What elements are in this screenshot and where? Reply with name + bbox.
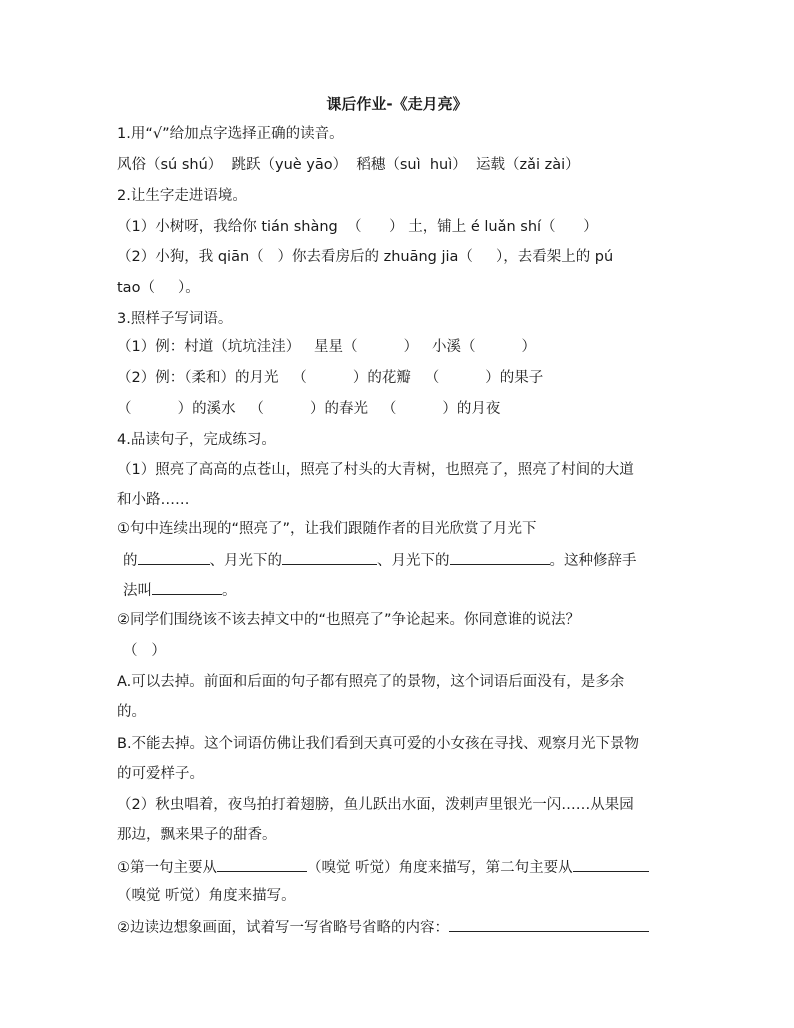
sub4-text: ②边读边想象画面，试着写一写省略号省略的内容： — [117, 920, 449, 936]
q4-sub2-answer[interactable]: （ ） — [123, 643, 166, 659]
answer-blank[interactable] — [450, 550, 550, 565]
q2-line-3: tao（ ）。 — [117, 280, 200, 296]
q4-heading: 4.品读句子，完成练习。 — [117, 432, 276, 448]
q1-heading: 1.用“√”给加点字选择正确的读音。 — [117, 126, 344, 142]
q2-heading: 2.让生字走进语境。 — [117, 188, 247, 204]
q4-passage2-line-2: 那边，飘来果子的甜香。 — [117, 827, 277, 843]
q4-sub2-line-1: ②同学们围绕该不该去掉文中的“也照亮了”争论起来。你同意谁的说法？ — [117, 612, 581, 628]
answer-blank[interactable] — [449, 917, 649, 932]
q3-line-1: （1）例：村道（坑坑洼洼） 星星（ ） 小溪（ ） — [117, 339, 537, 355]
sub1-text-d: 。这种修辞手 — [549, 553, 637, 569]
q4-passage1-line-2: 和小路…… — [117, 492, 190, 508]
q1-items: 风俗（sú shú） 跳跃（yuè yāo） 稻穗（suì huì） 运载（zǎi zài） — [117, 157, 580, 173]
q3-line-2: （2）例：（柔和）的月光 （ ）的花瓣 （ ）的果子 — [117, 370, 544, 386]
option-a-line-1: A.可以去掉。前面和后面的句子都有照亮了的景物，这个词语后面没有，是多余 — [117, 674, 625, 690]
sub1-text-c: 、月光下的 — [377, 553, 450, 569]
q4-sub1-line-1: ①句中连续出现的“照亮了”，让我们跟随作者的目光欣赏了月光下 — [117, 521, 537, 537]
answer-blank[interactable] — [282, 550, 377, 565]
option-b-line-2: 的可爱样子。 — [117, 766, 204, 782]
answer-blank[interactable] — [217, 857, 307, 872]
q3-heading: 3.照样子写词语。 — [117, 311, 233, 327]
sub1-text-b: 、月光下的 — [209, 553, 282, 569]
q4-passage2-line-1: （2）秋虫唱着，夜鸟拍打着翅膀，鱼儿跃出水面，泼剌声里银光一闪……从果园 — [117, 797, 634, 813]
option-a-line-2: 的。 — [117, 704, 146, 720]
q2-line-1: （1）小树呀，我给你 tián shàng （ ） 土，铺上 é luǎn shí（ ） — [117, 219, 598, 235]
sub1-text-f: 。 — [222, 583, 237, 599]
sub3-text-b: （嗅觉 听觉）角度来描写，第二句主要从 — [307, 860, 573, 876]
page-title: 课后作业-《走月亮》 — [326, 95, 468, 113]
q3-line-3: （ ）的溪水 （ ）的春光 （ ）的月夜 — [117, 401, 501, 417]
q4-sub1-line-2 — [123, 550, 637, 571]
answer-blank[interactable] — [152, 580, 222, 595]
sub3-text-a: ①第一句主要从 — [117, 860, 217, 876]
sub1-text-e: 法叫 — [123, 583, 152, 599]
q4-sub1-line-3 — [123, 580, 237, 601]
q4-sub4-line-1 — [117, 917, 649, 938]
q2-line-2: （2）小狗，我 qiān（ ）你去看房后的 zhuāng jia（ ），去看架上的 pú — [117, 249, 614, 265]
answer-blank[interactable] — [138, 550, 210, 565]
q4-passage1-line-1: （1）照亮了高高的点苍山，照亮了村头的大青树，也照亮了，照亮了村间的大道 — [117, 462, 634, 478]
answer-blank[interactable] — [573, 857, 649, 872]
sub1-text-a: 的 — [123, 553, 138, 569]
q4-sub3-line-1 — [117, 857, 649, 878]
option-b-line-1: B.不能去掉。这个词语仿佛让我们看到天真可爱的小女孩在寻找、观察月光下景物 — [117, 736, 640, 752]
q4-sub3-line-2: （嗅觉 听觉）角度来描写。 — [117, 888, 296, 904]
